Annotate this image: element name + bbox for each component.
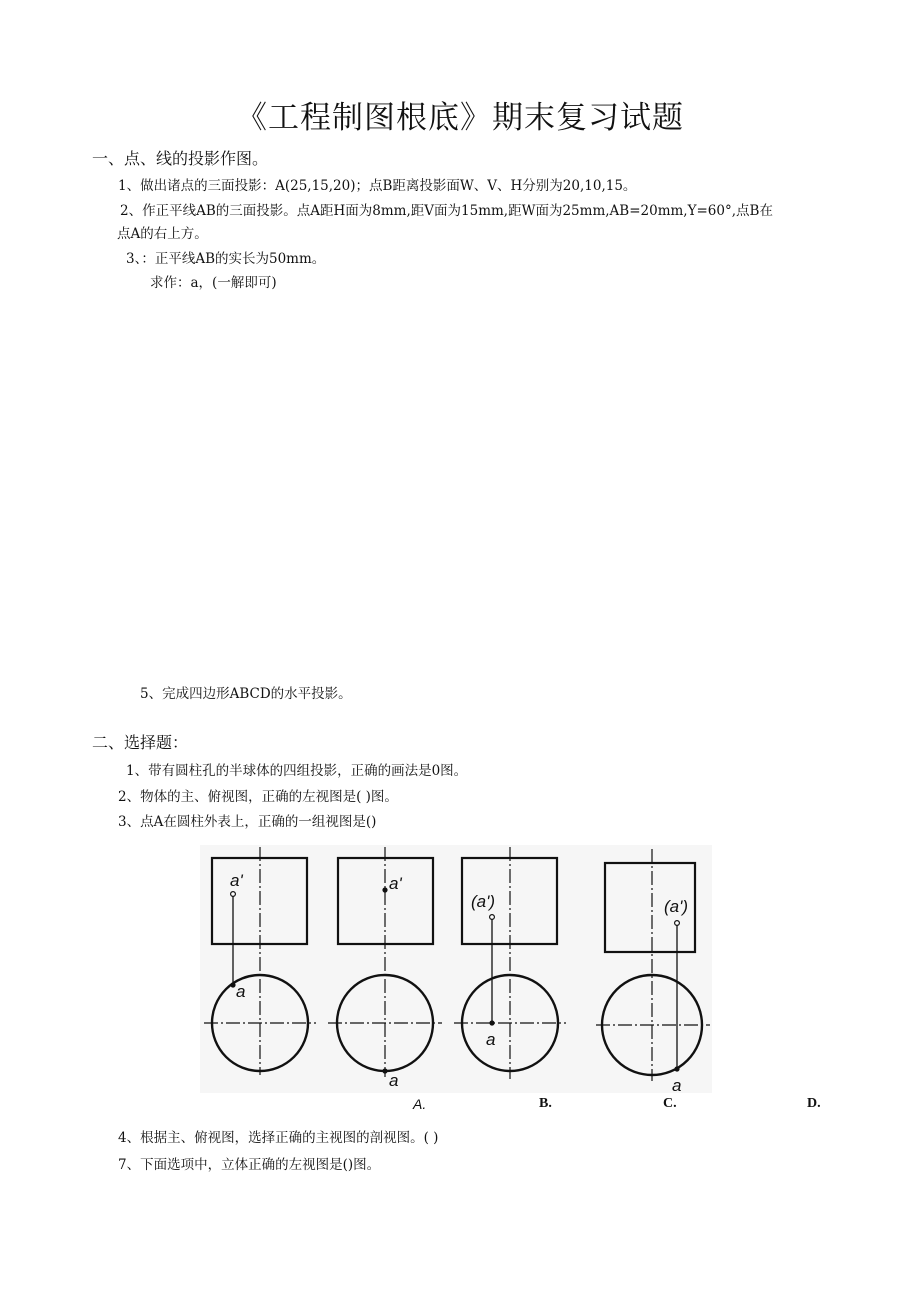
view-b-front-label: a' (389, 874, 402, 893)
view-b-top-label: a (389, 1071, 399, 1090)
view-d-front-label: (a') (664, 897, 689, 916)
section1-question-2-line1: 2、作正平线AB的三面投影。点A距H面为8mm,距V面为15mm,距W面为25mm,AB=20mm,Y=60°,点B在 (120, 203, 773, 219)
view-a-front-point (231, 892, 236, 897)
section1-heading: 一、点、线的投影作图。 (92, 149, 269, 168)
section2-question-7: 7、下面选项中，立体正确的左视图是()图。 (118, 1157, 381, 1173)
view-a-top-point (230, 982, 235, 987)
section1-question-2-line2: 点A的右上方。 (117, 226, 208, 242)
view-d-top-point (674, 1066, 679, 1071)
section2-heading: 二、选择题： (92, 733, 189, 752)
view-c-top-point (489, 1020, 494, 1025)
section2-question-4: 4、根据主、俯视图，选择正确的主视图的剖视图。( ) (118, 1130, 439, 1146)
option-a-label: A. (413, 1096, 427, 1112)
view-c-top-label: a (486, 1030, 496, 1049)
section2-question-2: 2、物体的主、俯视图，正确的左视图是( )图。 (118, 789, 398, 805)
view-d-front-point (675, 921, 680, 926)
section2-question-3: 3、点A在圆柱外表上，正确的一组视图是() (118, 814, 377, 830)
section1-question-5: 5、完成四边形ABCD的水平投影。 (140, 686, 352, 702)
view-a-top-label: a (236, 982, 246, 1001)
figure-background (200, 845, 712, 1093)
view-d-top-label: a (672, 1076, 682, 1093)
view-b-front-point (382, 887, 387, 892)
view-c-front-point (490, 915, 495, 920)
view-b-top-point (382, 1068, 387, 1073)
option-b-label: B. (539, 1096, 552, 1111)
section1-question-3: 3、：正平线AB的实长为50mm。 (126, 251, 326, 267)
option-c-label: C. (663, 1096, 677, 1111)
page-title: 《工程制图根底》期末复习试题 (236, 100, 684, 136)
view-c-front-label: (a') (471, 892, 496, 911)
section1-question-1: 1、做出诸点的三面投影：A(25,15,20)；点B距离投影面W、V、H分别为20,10,15。 (118, 178, 637, 194)
option-d-label: D. (807, 1096, 821, 1111)
section2-question-1: 1、带有圆柱孔的半球体的四组投影，正确的画法是0图。 (126, 763, 468, 779)
section1-question-3-sub: 求作：a，(一解即可) (150, 275, 277, 291)
projection-figure (200, 845, 712, 1093)
view-a-front-label: a' (230, 871, 243, 890)
